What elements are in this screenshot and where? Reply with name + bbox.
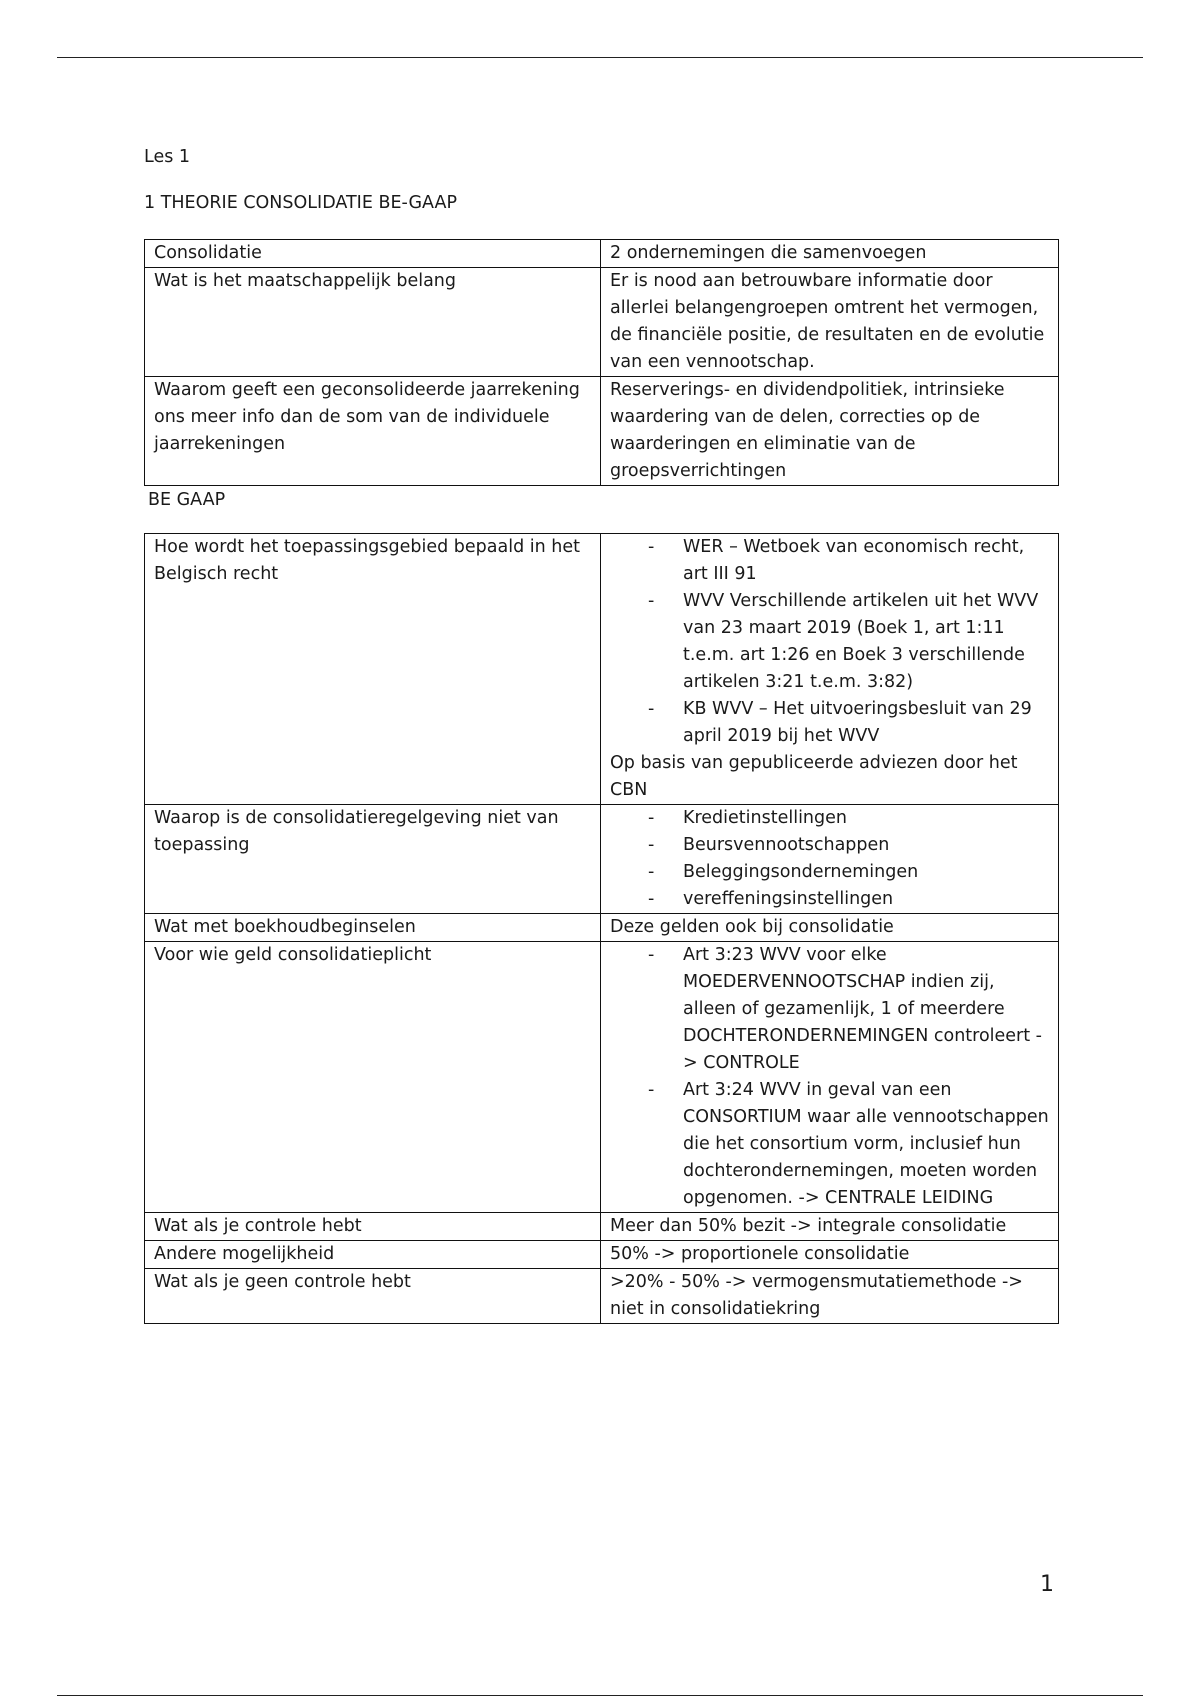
answer-note: Op basis van gepubliceerde adviezen door het CBN (610, 753, 1018, 800)
table-row (145, 1213, 1059, 1241)
overview-table (144, 239, 1059, 486)
lesson-heading: Les 1 (144, 147, 191, 167)
be-gaap-label: BE GAAP (148, 490, 226, 510)
question-cell: Waarom geeft een geconsolideerde jaarrekening ons meer info dan de som van de individuele jaarrekeningen (145, 377, 601, 486)
answer-cell: Er is nood aan betrouwbare informatie door allerlei belangengroepen omtrent het vermogen, de financiële positie, de resultaten en de evolutie van een vennootschap. (601, 268, 1059, 377)
list-item: - WVV Verschillende artikelen uit het WVV van 23 maart 2019 (Boek 1, art 1:11 t.e.m. art 1:26 en Boek 3 verschillende artikelen 3:21 t.e.m. 3:82) (610, 588, 1050, 696)
table-row (145, 534, 1059, 805)
list-item: - Beursvennootschappen (610, 832, 1050, 859)
table-row (145, 805, 1059, 914)
answer-cell: >20% - 50% -> vermogensmutatiemethode -> niet in consolidatiekring (601, 1269, 1059, 1324)
question-cell: Voor wie geld consolidatieplicht (145, 942, 601, 1213)
table-row (145, 377, 1059, 486)
answer-cell (601, 534, 1059, 805)
table-row (145, 1241, 1059, 1269)
question-cell: Consolidatie (145, 240, 601, 268)
question-cell: Andere mogelijkheid (145, 1241, 601, 1269)
page-number: 1 (1040, 1572, 1054, 1597)
table-row (145, 240, 1059, 268)
answer-cell: Meer dan 50% bezit -> integrale consolidatie (601, 1213, 1059, 1241)
answer-cell: Deze gelden ook bij consolidatie (601, 914, 1059, 942)
question-cell: Hoe wordt het toepassingsgebied bepaald in het Belgisch recht (145, 534, 601, 805)
list-item: - Kredietinstellingen (610, 805, 1050, 832)
answer-cell (601, 942, 1059, 1213)
header-rule (57, 57, 1143, 58)
question-cell: Wat als je controle hebt (145, 1213, 601, 1241)
question-cell: Wat met boekhoudbeginselen (145, 914, 601, 942)
answer-cell: 50% -> proportionele consolidatie (601, 1241, 1059, 1269)
answer-cell: Reserverings- en dividendpolitiek, intrinsieke waardering van de delen, correcties op de waarderingen en eliminatie van de groepsverrichtingen (601, 377, 1059, 486)
list-item: - KB WVV – Het uitvoeringsbesluit van 29 april 2019 bij het WVV (610, 696, 1050, 750)
section-title: 1 THEORIE CONSOLIDATIE BE-GAAP (144, 193, 458, 213)
question-cell: Waarop is de consolidatieregelgeving niet van toepassing (145, 805, 601, 914)
be-gaap-table (144, 533, 1059, 1324)
answer-cell (601, 805, 1059, 914)
table-row (145, 942, 1059, 1213)
list-item: - Beleggingsondernemingen (610, 859, 1050, 886)
bullet-list (610, 805, 1050, 913)
table-row (145, 268, 1059, 377)
table-row (145, 914, 1059, 942)
table-row (145, 1269, 1059, 1324)
question-cell: Wat als je geen controle hebt (145, 1269, 601, 1324)
bullet-list (610, 534, 1050, 750)
question-cell: Wat is het maatschappelijk belang (145, 268, 601, 377)
list-item: - vereffeningsinstellingen (610, 886, 1050, 913)
footer-rule (57, 1695, 1143, 1696)
bullet-list (610, 942, 1050, 1212)
list-item: - WER – Wetboek van economisch recht, art III 91 (610, 534, 1050, 588)
list-item: - Art 3:24 WVV in geval van een CONSORTIUM waar alle vennootschappen die het consortium vorm, inclusief hun dochterondernemingen, moeten worden opgenomen. -> CENTRALE LEIDING (610, 1077, 1050, 1212)
answer-cell: 2 ondernemingen die samenvoegen (601, 240, 1059, 268)
list-item: - Art 3:23 WVV voor elke MOEDERVENNOOTSCHAP indien zij, alleen of gezamenlijk, 1 of meerdere DOCHTERONDERNEMINGEN controleert -> CONTROLE (610, 942, 1050, 1077)
